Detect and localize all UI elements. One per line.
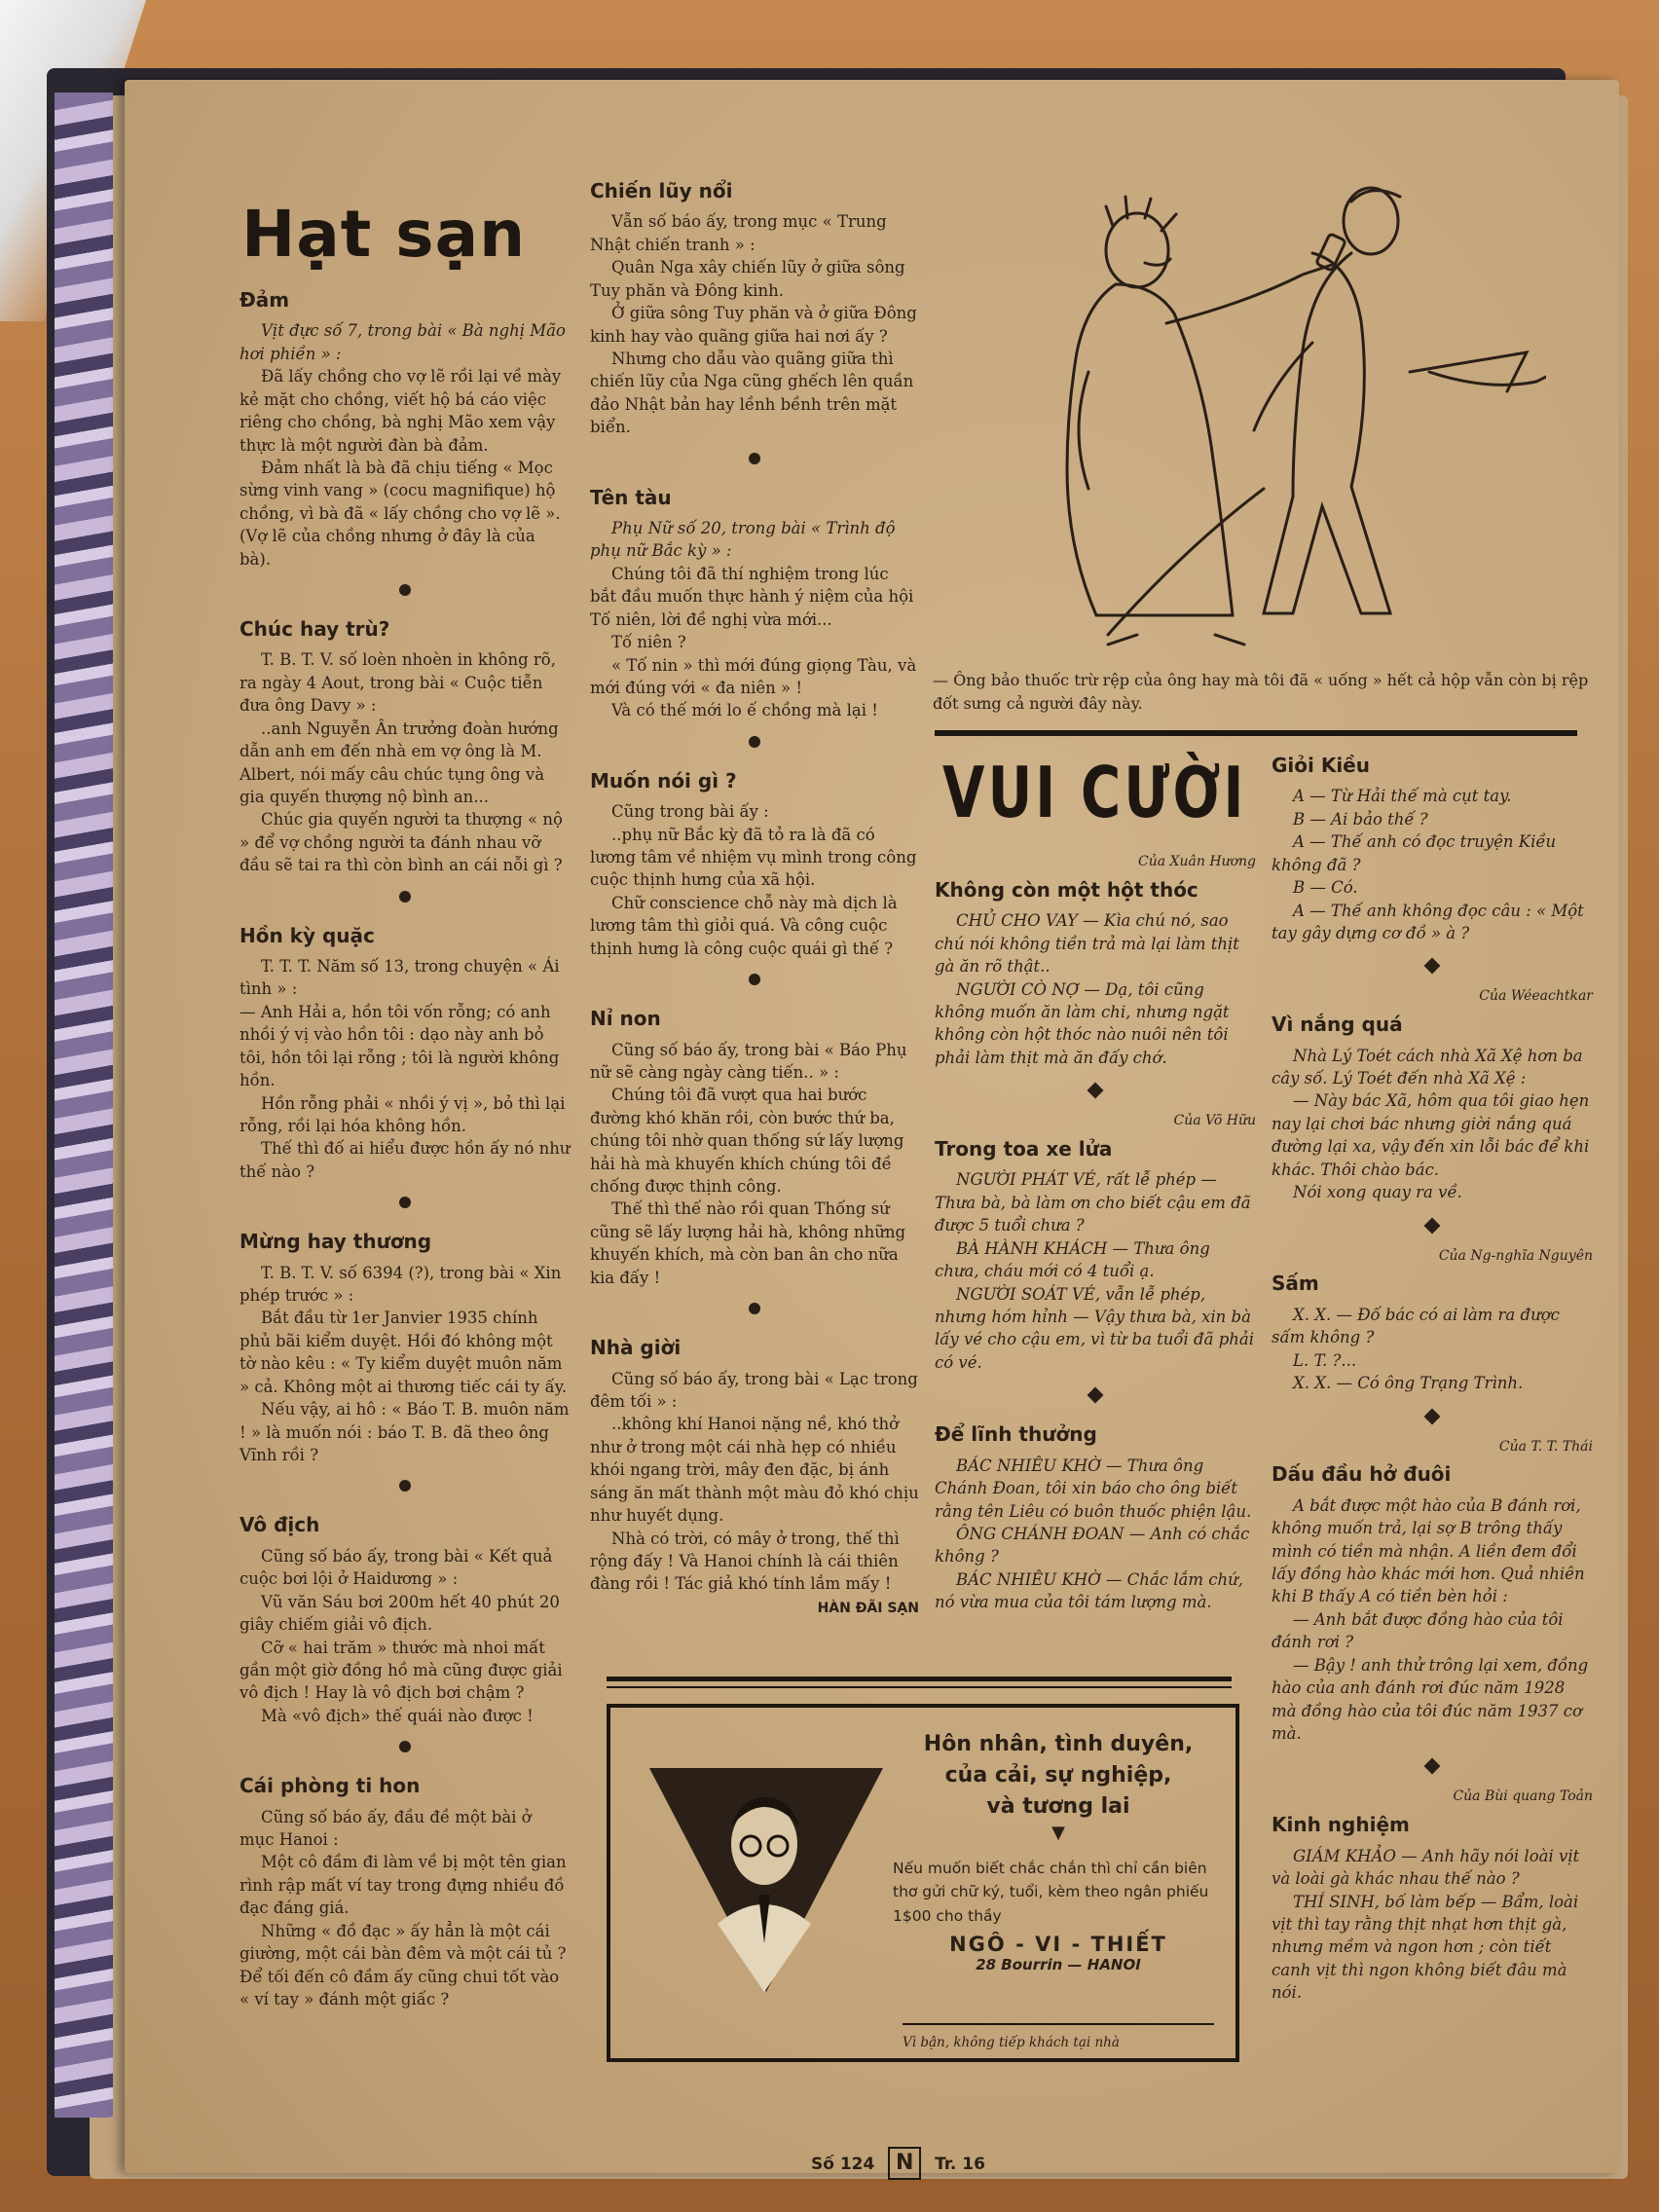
article-text: Nhà Lý Toét cách nhà Xã Xệ hơn ba cây số. Lý Toét đến nhà Xã Xệ : [1272,1046,1583,1088]
article-title: Mừng hay thương [240,1230,432,1254]
separator-dot [749,736,760,748]
author-credit: Của T. T. Thái [1498,1438,1593,1455]
divider-rule [607,1677,1232,1681]
publication-logo: N [888,2147,921,2180]
article-text: Vũ văn Sáu bơi 200m hết 40 phút 20 giây chiếm giải vô địch. [240,1592,560,1635]
article-title: Nhà giời [590,1336,682,1360]
author-credit: Của Wéeachtkar [1479,988,1593,1005]
arrow-down-icon: ▼ [1051,1822,1065,1843]
article-title: Đảm [240,288,290,312]
article-text: Thế thì thế nào rồi quan Thống sứ cũng sẽ lấy lượng hải hà, không những khuyến khích, mà còn ban ân cho nữa kia đấy ! [590,1199,906,1287]
article-text: BÀ HÀNH KHÁCH — Thưa ông chưa, cháu mới có 4 tuổi ạ. [935,1238,1210,1281]
article-text: BÁC NHIÊU KHỜ — Thưa ông Chánh Đoan, tôi xin báo cho ông biết rằng tên Liêu có buôn thuốc phiện lậu. [935,1456,1252,1521]
column-4 [1272,752,1593,2005]
signature: HÀN ĐÃI SẠN [817,1600,919,1616]
column-3 [935,849,1256,1614]
article-text: Cũng trong bài ấy : [611,802,769,822]
ad-body: Nếu muốn biết chắc chắn thì chỉ cần biên thơ gửi chữ ký, tuổi, kèm theo ngân phiếu 1$00 cho thầy [893,1859,1209,1926]
column-2 [590,177,919,1619]
article-text: A — Từ Hải thế mà cụt tay. [1293,787,1512,806]
article-title: Để lĩnh thưởng [935,1422,1097,1447]
separator-diamond [1088,1083,1104,1099]
article-title: Vô địch [240,1513,320,1537]
separator-dot [399,1480,411,1492]
article-text: CHỦ CHO VAY — Kìa chú nó, sao chú nói không tiền trả mà lại làm thịt gà ăn rõ thật.. [935,911,1239,977]
article-text: ..không khí Hanoi nặng nề, khó thở như ở trong một cái nhà hẹp có nhiều khói ngang trời, mây đen đặc, bị ánh sáng ăn mất thành một màu đỏ khó chịu như huyết dụng. [590,1415,919,1526]
article-title: Kinh nghiệm [1272,1813,1410,1837]
article-text: Nhưng cho dẫu vào quãng giữa thì chiến lũy của Nga cũng ghếch lên quần đảo Nhật bản hay lềnh bềnh trên mặt biển. [590,349,914,437]
article-text: THÍ SINH, bố làm bếp — Bẩm, loài vịt thì tay rằng thịt nhạt hơn thịt gà, nhưng mềm và ngon hơn ; còn tiết canh vịt thì ngon không biết đâu mà nói. [1272,1892,1579,2003]
article-text: T. B. T. V. số 6394 (?), trong bài « Xin phép trước » : [240,1263,562,1306]
page-number: Tr. 16 [935,2155,985,2174]
article-text: Hồn rỗng phải « nhồi ý vị », bỏ thì lại rỗng, rồi lại hóa không hồn. [240,1093,566,1135]
issue-number: Số 124 [811,2155,875,2174]
article-text: ..phụ nữ Bắc kỳ đã tỏ ra là đã có lương tâm về nhiệm vụ mình trong công cuộc thịnh hưng của xã hội. [590,825,917,890]
separator-diamond [1424,1217,1441,1234]
article-text: Cũng số báo ấy, đầu đề một bài ở mục Hanoi : [240,1807,532,1850]
author-credit: Của Bùi quang Toản [1453,1788,1593,1805]
article-text: « Tố nin » thì mới đúng giọng Tàu, và mới đúng với « đa niên » ! [590,655,917,697]
article-title: Không còn một hột thóc [935,877,1198,902]
article-text: BÁC NHIÊU KHỜ — Chắc lắm chứ, nó vừa mua của tôi tám lượng mà. [935,1569,1244,1612]
article-text: Và có thế mới lo ế chồng mà lại ! [611,701,878,720]
article-text: Ở giữa sông Tuy phăn và ở giữa Đông kinh hay vào quãng giữa hai nơi ấy ? [590,304,917,346]
article-text: Cũng số báo ấy, trong bài « Kết quả cuộc bơi lội ở Haidương » : [240,1546,553,1589]
article-text: GIÁM KHẢO — Anh hãy nói loài vịt và loài gà khác nhau thế nào ? [1272,1846,1580,1889]
separator-dot [749,1303,760,1314]
article-text: ÔNG CHÁNH ĐOAN — Anh có chắc không ? [935,1524,1250,1567]
article-text: Tố niên ? [611,633,686,652]
article-text: Quân Nga xây chiến lũy ở giữa sông Tuy phăn và Đông kinh. [590,258,905,300]
article-text: Vịt đực số 7, trong bài « Bà nghị Mão hơi phiền » : [240,321,566,363]
cartoon-illustration [1020,177,1546,683]
article-text: Nhà có trời, có mây ở trong, thế thì rộng đấy ! Và Hanoi chính là cái thiên đàng rồi ! Tác giả khó tính lắm mấy ! [590,1529,900,1594]
article-text: T. T. T. Năm số 13, trong chuyện « Ái tình » : [240,957,560,999]
separator-dot [749,974,760,985]
portrait-triangle [649,1768,883,2002]
separator-dot [399,1197,411,1208]
article-text: A — Thế anh có đọc truyện Kiều không đã ? [1272,832,1557,874]
article-title: Muốn nói gì ? [590,768,737,793]
article-title: Tên tàu [590,485,672,509]
article-text: A bắt được một hào của B đánh rơi, không muốn trả, lại sợ B trông thấy mình có tiền mà nhận. A liền đem đổi lấy đồng hào khác mới hơn. Quả nhiên khi B thấy A có tiền bèn hỏi : [1272,1495,1585,1606]
article-text: Đã lấy chồng cho vợ lẽ rồi lại về mày kẻ mặt cho chồng, viết hộ bá cáo việc riêng cho chồng, bà nghị Mão xem vậy thực là một người đàn bà đảm. [240,367,562,455]
article-text: Chúng tôi đã vượt qua hai bước đường khó khăn rồi, còn bước thứ ba, chúng tôi nhờ quan thống sứ lấy lượng hải hà mà khuyến khích chúng tôi đề chống được thịnh công. [590,1086,904,1197]
advertisement-text [893,1729,1224,1973]
article-text: B — Có. [1293,878,1358,898]
advertiser-address: 28 Bourrin — HANOI [976,1956,1141,1974]
article-title: Chúc hay trù? [240,617,390,642]
article-text: Chữ conscience chỗ này mà dịch là lương tâm thì giỏi quá. Và công cuộc thịnh hưng là công cuộc quái gì thế ? [590,893,898,958]
article-text: B — Ai bảo thế ? [1293,809,1428,829]
cartoon-caption: — Ông bảo thuốc trừ rệp của ông hay mà tôi đã « uống » hết cả hộp vẫn còn bị rệp đốt sưng cả người đây này. [933,671,1589,713]
article-title: Cái phòng ti hon [240,1774,421,1798]
author-credit: Của Ng-nghĩa Nguyên [1438,1247,1593,1264]
article-text: Nói xong quay ra về. [1293,1183,1462,1202]
article-text: Thế thì đố ai hiểu được hồn ấy nó như thế nào ? [240,1139,571,1181]
article-text: Cũng số báo ấy, trong bài « Báo Phụ nữ sẽ càng ngày càng tiến.. » : [590,1040,907,1082]
separator-dot [399,891,411,903]
advertisement-box [607,1704,1239,2062]
article-text: Cũng số báo ấy, trong bài « Lạc trong đêm tối » : [590,1369,918,1411]
article-text: NGƯỜI SOÁT VÉ, vẫn lễ phép, nhưng hóm hỉnh — Vậy thưa bà, xin bà lấy vé cho cậu em, vì từ ba tuổi đã phải có vé. [935,1284,1254,1372]
article-title: Dấu đầu hở đuôi [1272,1462,1452,1487]
article-title: Sấm [1272,1272,1319,1296]
article-title: Chiến lũy nổi [590,179,733,203]
article-text: Bắt đầu từ 1er Janvier 1935 chính phủ bãi kiểm duyệt. Hồi đó không một tờ nào kêu : « Ty kiểm duyệt muôn năm » cả. Không một ai thương tiếc cái ty ấy. [240,1309,568,1396]
advertiser-name: NGÔ - VI - THIẾT [949,1933,1167,1957]
separator-diamond [1088,1387,1104,1404]
article-text: X. X. — Có ông Trạng Trình. [1293,1374,1524,1393]
article-title: Hồn kỳ quặc [240,923,375,947]
separator-diamond [1424,1408,1441,1424]
article-text: Phụ Nữ số 20, trong bài « Trình độ phụ nữ Bắc kỳ » : [590,519,896,561]
article-title: Trong toa xe lửa [935,1137,1113,1161]
section-title: VUI CƯỜI [942,752,1247,833]
article-text: — Bậy ! anh thử trông lại xem, đồng hào của anh đánh rơi đúc năm 1928 mà đồng hào của tôi đúc năm 1937 cơ mà. [1272,1655,1589,1743]
article-text: Mà «vô địch» thế quái nào được ! [261,1706,534,1725]
article-text: NGƯỜI CÒ NỢ — Dạ, tôi cũng không muốn ăn làm chi, nhưng ngặt không còn hột thóc nào nuôi nên tôi phải làm thịt mà ăn đấy chớ. [935,979,1230,1067]
article-text: T. B. T. V. số loèn nhoèn in không rõ, ra ngày 4 Aout, trong bài « Cuộc tiễn đưa ông Davy » : [240,650,556,716]
separator-dot [399,1741,411,1752]
article-text: Nếu vậy, ai hô : « Báo T. B. muôn năm ! » là muốn nói : báo T. B. đã theo ông Vĩnh rồi ? [240,1400,570,1465]
divider-rule [903,2023,1214,2025]
article-text: Vẫn số báo ấy, trong mục « Trung Nhật chiến tranh » : [590,212,887,254]
page-footer [811,2147,985,2180]
divider-rule [935,730,1577,736]
ad-note: Vì bận, không tiếp khách tại nhà [903,2035,1120,2050]
article-text: A — Thế anh không đọc câu : « Một tay gây dựng cơ đồ » à ? [1272,901,1584,942]
article-text: Chúng tôi đã thí nghiệm trong lúc bắt đầu muốn thực hành ý niệm của hội Tố niên, lời đề nghị vừa mới... [590,564,914,629]
separator-diamond [1424,958,1441,975]
ad-title-line: của cải, sự nghiệp, [944,1762,1172,1788]
divider-rule [607,1686,1232,1688]
article-text: NGƯỜI PHÁT VÉ, rất lễ phép — Thưa bà, bà làm ơn cho biết cậu em đã được 5 tuổi chưa ? [935,1170,1251,1235]
separator-dot [399,584,411,596]
article-text: Những « đồ đạc » ấy hẳn là một cái giường, một cái bàn đêm và một cái tủ ? Để tối đến cô đầm ấy cũng chui tốt vào « ví tay » đánh một giấc ? [240,1921,567,2009]
article-text: Cỡ « hai trăm » thước mà nhoi mất gần một giờ đồng hồ mà cũng được giải vô địch ! Hay là vô địch bơi chậm ? [240,1638,563,1703]
author-credit: Của Xuân Hương [1138,854,1256,869]
newspaper-page [125,80,1619,2173]
article-title: Nỉ non [590,1007,661,1031]
article-text: Đảm nhất là bà đã chịu tiếng « Mọc sừng vinh vang » (cocu magnifique) hộ chồng, vì bà đã « lấy chồng cho vợ lẽ ». (Vợ lẽ của chồng nhưng ở đây là của bà). [240,458,561,569]
article-text: ..anh Nguyễn Ân trưởng đoàn hướng dẫn anh em đến nhà em vợ ông là M. Albert, nói mấy câu chúc tụng ông và gia quyến thượng nộ bình an... [240,719,559,806]
article-title: Vì nắng quá [1272,1013,1403,1037]
article-text: X. X. — Đố bác có ai làm ra được sấm không ? [1272,1305,1560,1347]
column-masthead: Hạt sạn [241,197,527,272]
article-text: L. T. ?... [1293,1350,1357,1370]
article-text: Chúc gia quyến người ta thượng « nộ » để vợ chồng người ta đánh nhau vỡ đầu sẽ tai ra thì còn bình an cái nỗi gì ? [240,810,563,875]
author-credit: Của Võ Hữu [1173,1113,1256,1129]
separator-diamond [1424,1758,1441,1775]
column-1 [240,286,571,2010]
article-text: — Anh bắt được đồng hào của tôi đánh rơi ? [1272,1609,1564,1652]
ad-title-line: Hôn nhân, tình duyên, [923,1732,1194,1756]
article-text: Một cô đầm đi làm về bị một tên gian rình rập mất ví tay trong đựng nhiều đồ đạc đáng giá. [240,1853,567,1918]
marbled-endpaper [55,92,113,2118]
ad-title-line: và tương lai [986,1793,1130,1819]
article-title: Giỏi Kiều [1272,754,1370,777]
separator-dot [749,453,760,464]
article-text: — Này bác Xã, hôm qua tôi giao hẹn nay lại chơi bác nhưng giời nắng quá đường lại xa, vậy đến xin lỗi bác để khi khác. Thôi chào bác. [1272,1091,1590,1179]
article-text: — Anh Hải a, hồn tôi vốn rỗng; có anh nhồi ý vị vào hồn tôi : dạo này anh bỏ tôi, hồn tôi lại rỗng ; tôi là người không hồn. [240,1002,560,1090]
